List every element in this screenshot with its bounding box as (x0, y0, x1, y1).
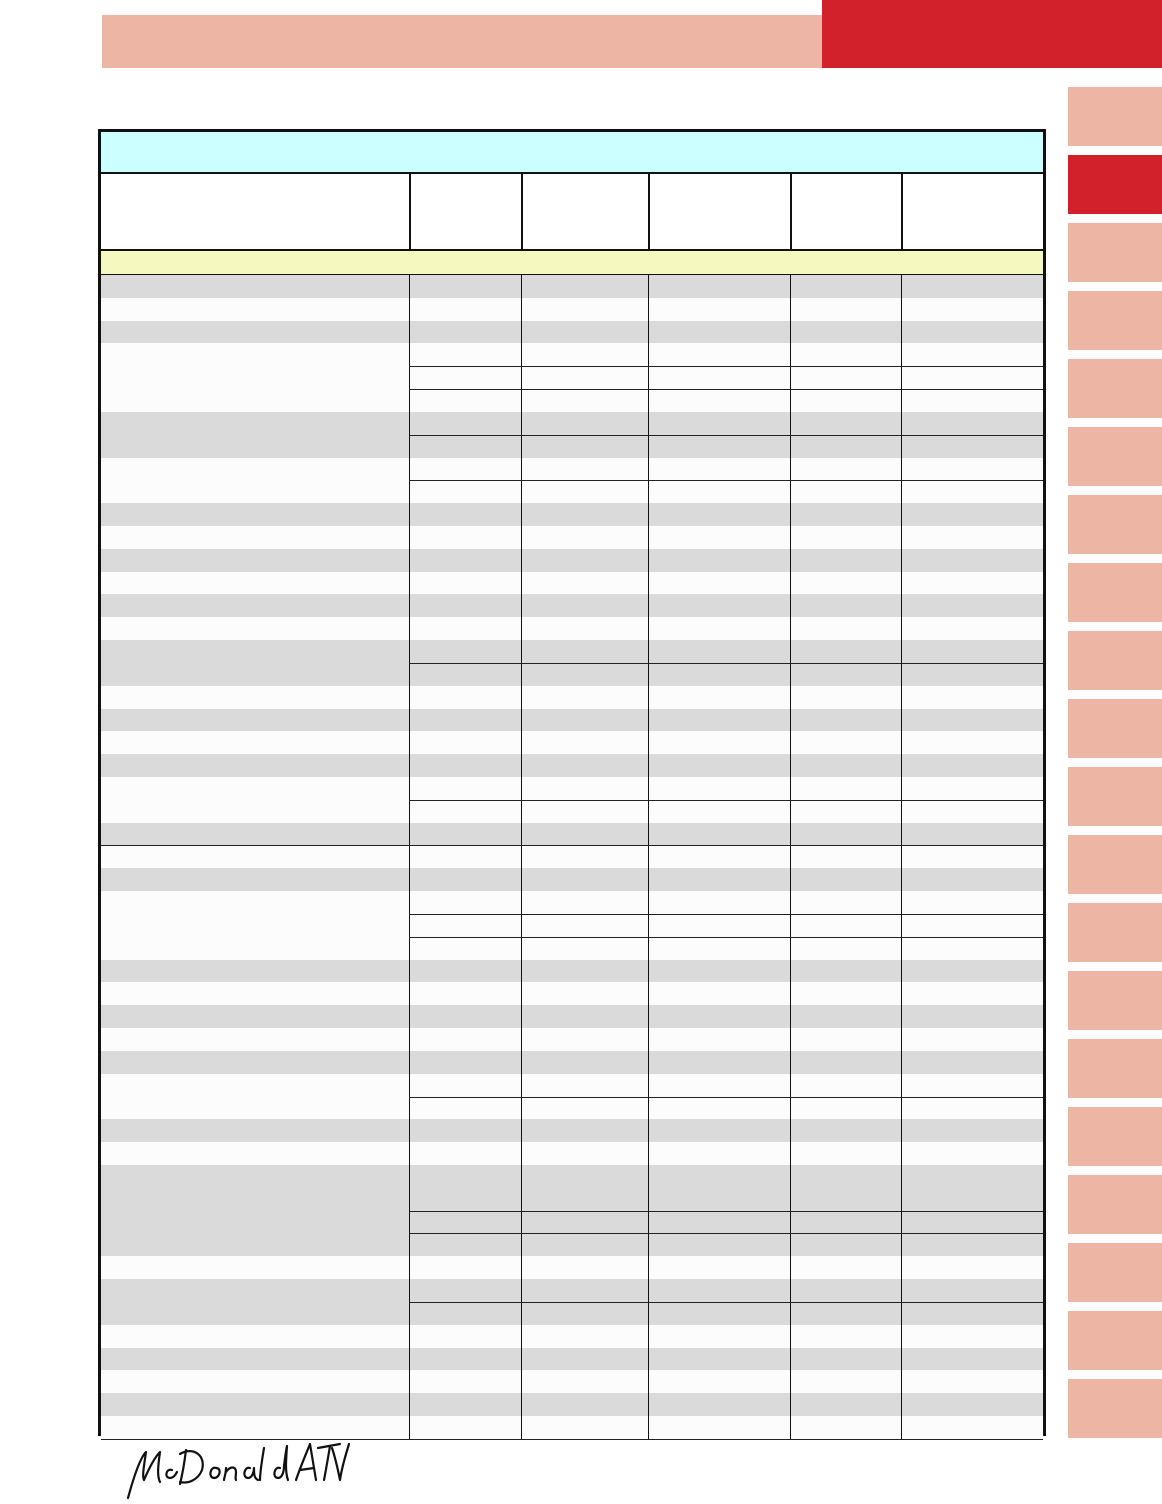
column-divider (901, 982, 902, 1005)
side-tab-5[interactable] (1068, 359, 1162, 418)
column-divider (521, 731, 522, 754)
column-divider (409, 731, 410, 754)
column-divider (409, 846, 410, 869)
column-divider (521, 572, 522, 595)
column-divider (648, 1142, 649, 1165)
column-divider (521, 1142, 522, 1165)
column-divider (901, 709, 902, 732)
column-divider (648, 1256, 649, 1279)
column-divider (409, 1256, 410, 1279)
table-row (101, 1188, 1043, 1257)
column-divider (790, 868, 791, 891)
column-divider (521, 275, 522, 298)
column-divider (521, 617, 522, 640)
table-row (101, 960, 1043, 984)
column-divider (901, 1416, 902, 1439)
table-row (101, 572, 1043, 596)
table-row (101, 412, 1043, 459)
column-divider (790, 572, 791, 595)
column-divider (648, 503, 649, 526)
column-divider (648, 709, 649, 732)
column-divider (648, 526, 649, 549)
column-divider (521, 868, 522, 891)
side-tab-10[interactable] (1068, 699, 1162, 758)
column-divider (901, 1165, 902, 1188)
sub-row-divider (409, 800, 1043, 801)
column-divider (521, 1393, 522, 1416)
column-divider (901, 686, 902, 709)
column-divider (648, 321, 649, 344)
column-divider (409, 1028, 410, 1051)
column-divider (521, 503, 522, 526)
column-divider (409, 1119, 410, 1142)
table-title-bar (101, 132, 1043, 174)
column-divider (790, 1348, 791, 1371)
side-tab-13[interactable] (1068, 903, 1162, 962)
table-row (101, 1051, 1043, 1075)
side-tab-9[interactable] (1068, 631, 1162, 690)
column-divider (409, 1370, 410, 1393)
column-divider (409, 1165, 410, 1188)
header-band-light (102, 15, 822, 68)
column-divider (521, 1051, 522, 1074)
column-divider (409, 891, 410, 959)
column-divider (901, 594, 902, 617)
column-divider (409, 594, 410, 617)
column-divider (521, 846, 522, 869)
table-row (101, 1256, 1043, 1280)
table-row (101, 709, 1043, 733)
column-divider (901, 1325, 902, 1348)
column-divider (521, 709, 522, 732)
column-divider (648, 982, 649, 1005)
column-divider (790, 709, 791, 732)
table-row (101, 1370, 1043, 1394)
sub-row-divider (409, 480, 1043, 481)
table-row (101, 982, 1043, 1006)
column-divider (648, 1325, 649, 1348)
side-tab-11[interactable] (1068, 767, 1162, 826)
table-row (101, 617, 1043, 641)
column-divider (521, 526, 522, 549)
table-section-bar (101, 251, 1043, 276)
column-divider (648, 617, 649, 640)
sub-row-divider (409, 1211, 1043, 1212)
table-row (101, 458, 1043, 505)
column-divider (901, 1393, 902, 1416)
column-divider (409, 960, 410, 983)
table-row (101, 1142, 1043, 1166)
column-divider (901, 731, 902, 754)
column-divider (901, 1028, 902, 1051)
column-divider (901, 343, 902, 411)
table-row (101, 731, 1043, 755)
column-divider (521, 594, 522, 617)
column-divider (901, 1142, 902, 1165)
table-row (101, 846, 1043, 870)
column-divider (409, 686, 410, 709)
column-divider (521, 321, 522, 344)
column-divider (648, 1188, 649, 1256)
table-row (101, 1279, 1043, 1326)
table-row (101, 503, 1043, 527)
column-header-1 (101, 174, 411, 249)
column-divider (790, 549, 791, 572)
table-row (101, 275, 1043, 299)
column-divider (648, 823, 649, 846)
column-divider (648, 1416, 649, 1439)
column-divider (790, 1370, 791, 1393)
column-divider (409, 1416, 410, 1439)
column-divider (521, 754, 522, 777)
table-row (101, 1393, 1043, 1417)
column-divider (648, 754, 649, 777)
column-divider (790, 503, 791, 526)
column-divider (521, 1325, 522, 1348)
sub-row-divider (409, 914, 1043, 915)
column-divider (790, 1393, 791, 1416)
column-divider (409, 526, 410, 549)
sub-row-divider (409, 389, 1043, 390)
column-divider (521, 1188, 522, 1256)
column-divider (901, 321, 902, 344)
column-divider (901, 891, 902, 959)
column-divider (901, 754, 902, 777)
column-divider (901, 868, 902, 891)
side-tab-14[interactable] (1068, 971, 1162, 1030)
side-tab-12[interactable] (1068, 835, 1162, 894)
side-tab-19[interactable] (1068, 1311, 1162, 1370)
header-band-dark (822, 0, 1162, 68)
column-divider (648, 275, 649, 298)
table-row (101, 321, 1043, 345)
side-tab-7[interactable] (1068, 495, 1162, 554)
column-divider (648, 1051, 649, 1074)
column-divider (521, 549, 522, 572)
sub-row-divider (409, 366, 1043, 367)
column-divider (648, 298, 649, 321)
column-header-6 (901, 174, 1043, 249)
column-divider (790, 298, 791, 321)
column-divider (790, 1256, 791, 1279)
sub-row-divider (409, 1233, 1043, 1234)
column-divider (409, 1348, 410, 1371)
table-row (101, 1348, 1043, 1372)
column-divider (409, 1005, 410, 1028)
column-divider (901, 572, 902, 595)
column-divider (409, 549, 410, 572)
column-divider (901, 1119, 902, 1142)
column-divider (901, 503, 902, 526)
column-divider (521, 960, 522, 983)
column-header-4 (648, 174, 792, 249)
column-divider (409, 617, 410, 640)
column-divider (409, 1142, 410, 1165)
table-header-row (101, 174, 1043, 251)
column-divider (521, 1370, 522, 1393)
column-divider (409, 321, 410, 344)
column-divider (790, 960, 791, 983)
column-divider (648, 846, 649, 869)
column-divider (648, 1165, 649, 1188)
column-divider (521, 823, 522, 846)
column-divider (901, 526, 902, 549)
column-divider (790, 982, 791, 1005)
sub-row-divider (409, 1302, 1043, 1303)
side-tab-1[interactable] (1068, 87, 1162, 146)
column-divider (901, 1188, 902, 1256)
column-divider (790, 594, 791, 617)
table-row (101, 343, 1043, 412)
side-tab-4[interactable] (1068, 291, 1162, 350)
column-divider (409, 572, 410, 595)
table-row (101, 754, 1043, 778)
column-divider (901, 846, 902, 869)
table-row (101, 1325, 1043, 1349)
table-row (101, 823, 1043, 847)
side-tab-6[interactable] (1068, 427, 1162, 486)
column-divider (901, 1370, 902, 1393)
table-row (101, 594, 1043, 618)
column-divider (901, 275, 902, 298)
column-divider (648, 1370, 649, 1393)
column-divider (409, 298, 410, 321)
side-tab-8[interactable] (1068, 563, 1162, 622)
column-divider (648, 1348, 649, 1371)
table-row (101, 1005, 1043, 1029)
column-divider (409, 982, 410, 1005)
column-divider (790, 1142, 791, 1165)
side-tab-2[interactable] (1068, 155, 1162, 214)
column-header-2 (409, 174, 523, 249)
column-divider (790, 686, 791, 709)
column-divider (409, 1393, 410, 1416)
column-divider (901, 823, 902, 846)
column-divider (648, 1028, 649, 1051)
column-divider (521, 298, 522, 321)
column-divider (521, 1165, 522, 1188)
column-divider (901, 617, 902, 640)
column-divider (521, 1005, 522, 1028)
column-divider (648, 686, 649, 709)
table-row (101, 686, 1043, 710)
column-divider (648, 1393, 649, 1416)
side-tab-3[interactable] (1068, 223, 1162, 282)
column-divider (409, 823, 410, 846)
side-tab-17[interactable] (1068, 1175, 1162, 1234)
column-divider (648, 960, 649, 983)
table-row (101, 640, 1043, 687)
table-row (101, 1119, 1043, 1143)
column-divider (648, 594, 649, 617)
column-divider (521, 1119, 522, 1142)
column-divider (790, 1188, 791, 1256)
side-tab-18[interactable] (1068, 1243, 1162, 1302)
sub-row-divider (409, 663, 1043, 664)
sub-row-divider (409, 435, 1043, 436)
table-row (101, 1165, 1043, 1189)
column-divider (790, 1325, 791, 1348)
column-divider (648, 731, 649, 754)
column-divider (901, 1256, 902, 1279)
table-row (101, 868, 1043, 892)
table-row (101, 1074, 1043, 1121)
sub-row-divider (409, 937, 1043, 938)
side-tab-16[interactable] (1068, 1107, 1162, 1166)
column-divider (790, 1051, 791, 1074)
table-row (101, 1028, 1043, 1052)
table-row (101, 298, 1043, 322)
column-divider (648, 572, 649, 595)
table-row (101, 526, 1043, 550)
column-divider (648, 868, 649, 891)
column-divider (409, 709, 410, 732)
column-divider (790, 321, 791, 344)
column-divider (901, 1348, 902, 1371)
column-header-5 (790, 174, 903, 249)
column-header-3 (521, 174, 650, 249)
column-divider (901, 960, 902, 983)
column-divider (648, 549, 649, 572)
column-divider (901, 1005, 902, 1028)
column-divider (409, 754, 410, 777)
column-divider (409, 275, 410, 298)
column-divider (790, 1028, 791, 1051)
table-row (101, 891, 1043, 960)
column-divider (521, 1416, 522, 1439)
column-divider (521, 1256, 522, 1279)
column-divider (521, 891, 522, 959)
column-divider (521, 686, 522, 709)
column-divider (901, 549, 902, 572)
column-divider (648, 343, 649, 411)
column-divider (790, 343, 791, 411)
column-divider (409, 503, 410, 526)
column-divider (648, 1005, 649, 1028)
column-divider (521, 1028, 522, 1051)
column-divider (790, 731, 791, 754)
column-divider (521, 343, 522, 411)
column-divider (790, 754, 791, 777)
column-divider (790, 1119, 791, 1142)
column-divider (901, 298, 902, 321)
spec-table (98, 129, 1046, 1436)
column-divider (790, 846, 791, 869)
column-divider (409, 343, 410, 411)
column-divider (790, 1005, 791, 1028)
table-row (101, 777, 1043, 824)
side-tab-15[interactable] (1068, 1039, 1162, 1098)
column-divider (409, 868, 410, 891)
column-divider (409, 1051, 410, 1074)
column-divider (790, 891, 791, 959)
side-tab-20[interactable] (1068, 1379, 1162, 1438)
column-divider (409, 1188, 410, 1256)
column-divider (521, 982, 522, 1005)
column-divider (790, 617, 791, 640)
mcdonald-atv-signature-logo (120, 1436, 350, 1502)
column-divider (790, 1165, 791, 1188)
column-divider (521, 1348, 522, 1371)
sub-row-divider (409, 1097, 1043, 1098)
column-divider (790, 823, 791, 846)
column-divider (901, 1051, 902, 1074)
table-row (101, 549, 1043, 573)
column-divider (648, 1119, 649, 1142)
column-divider (790, 526, 791, 549)
column-divider (790, 1416, 791, 1439)
column-divider (790, 275, 791, 298)
column-divider (648, 891, 649, 959)
column-divider (409, 1325, 410, 1348)
